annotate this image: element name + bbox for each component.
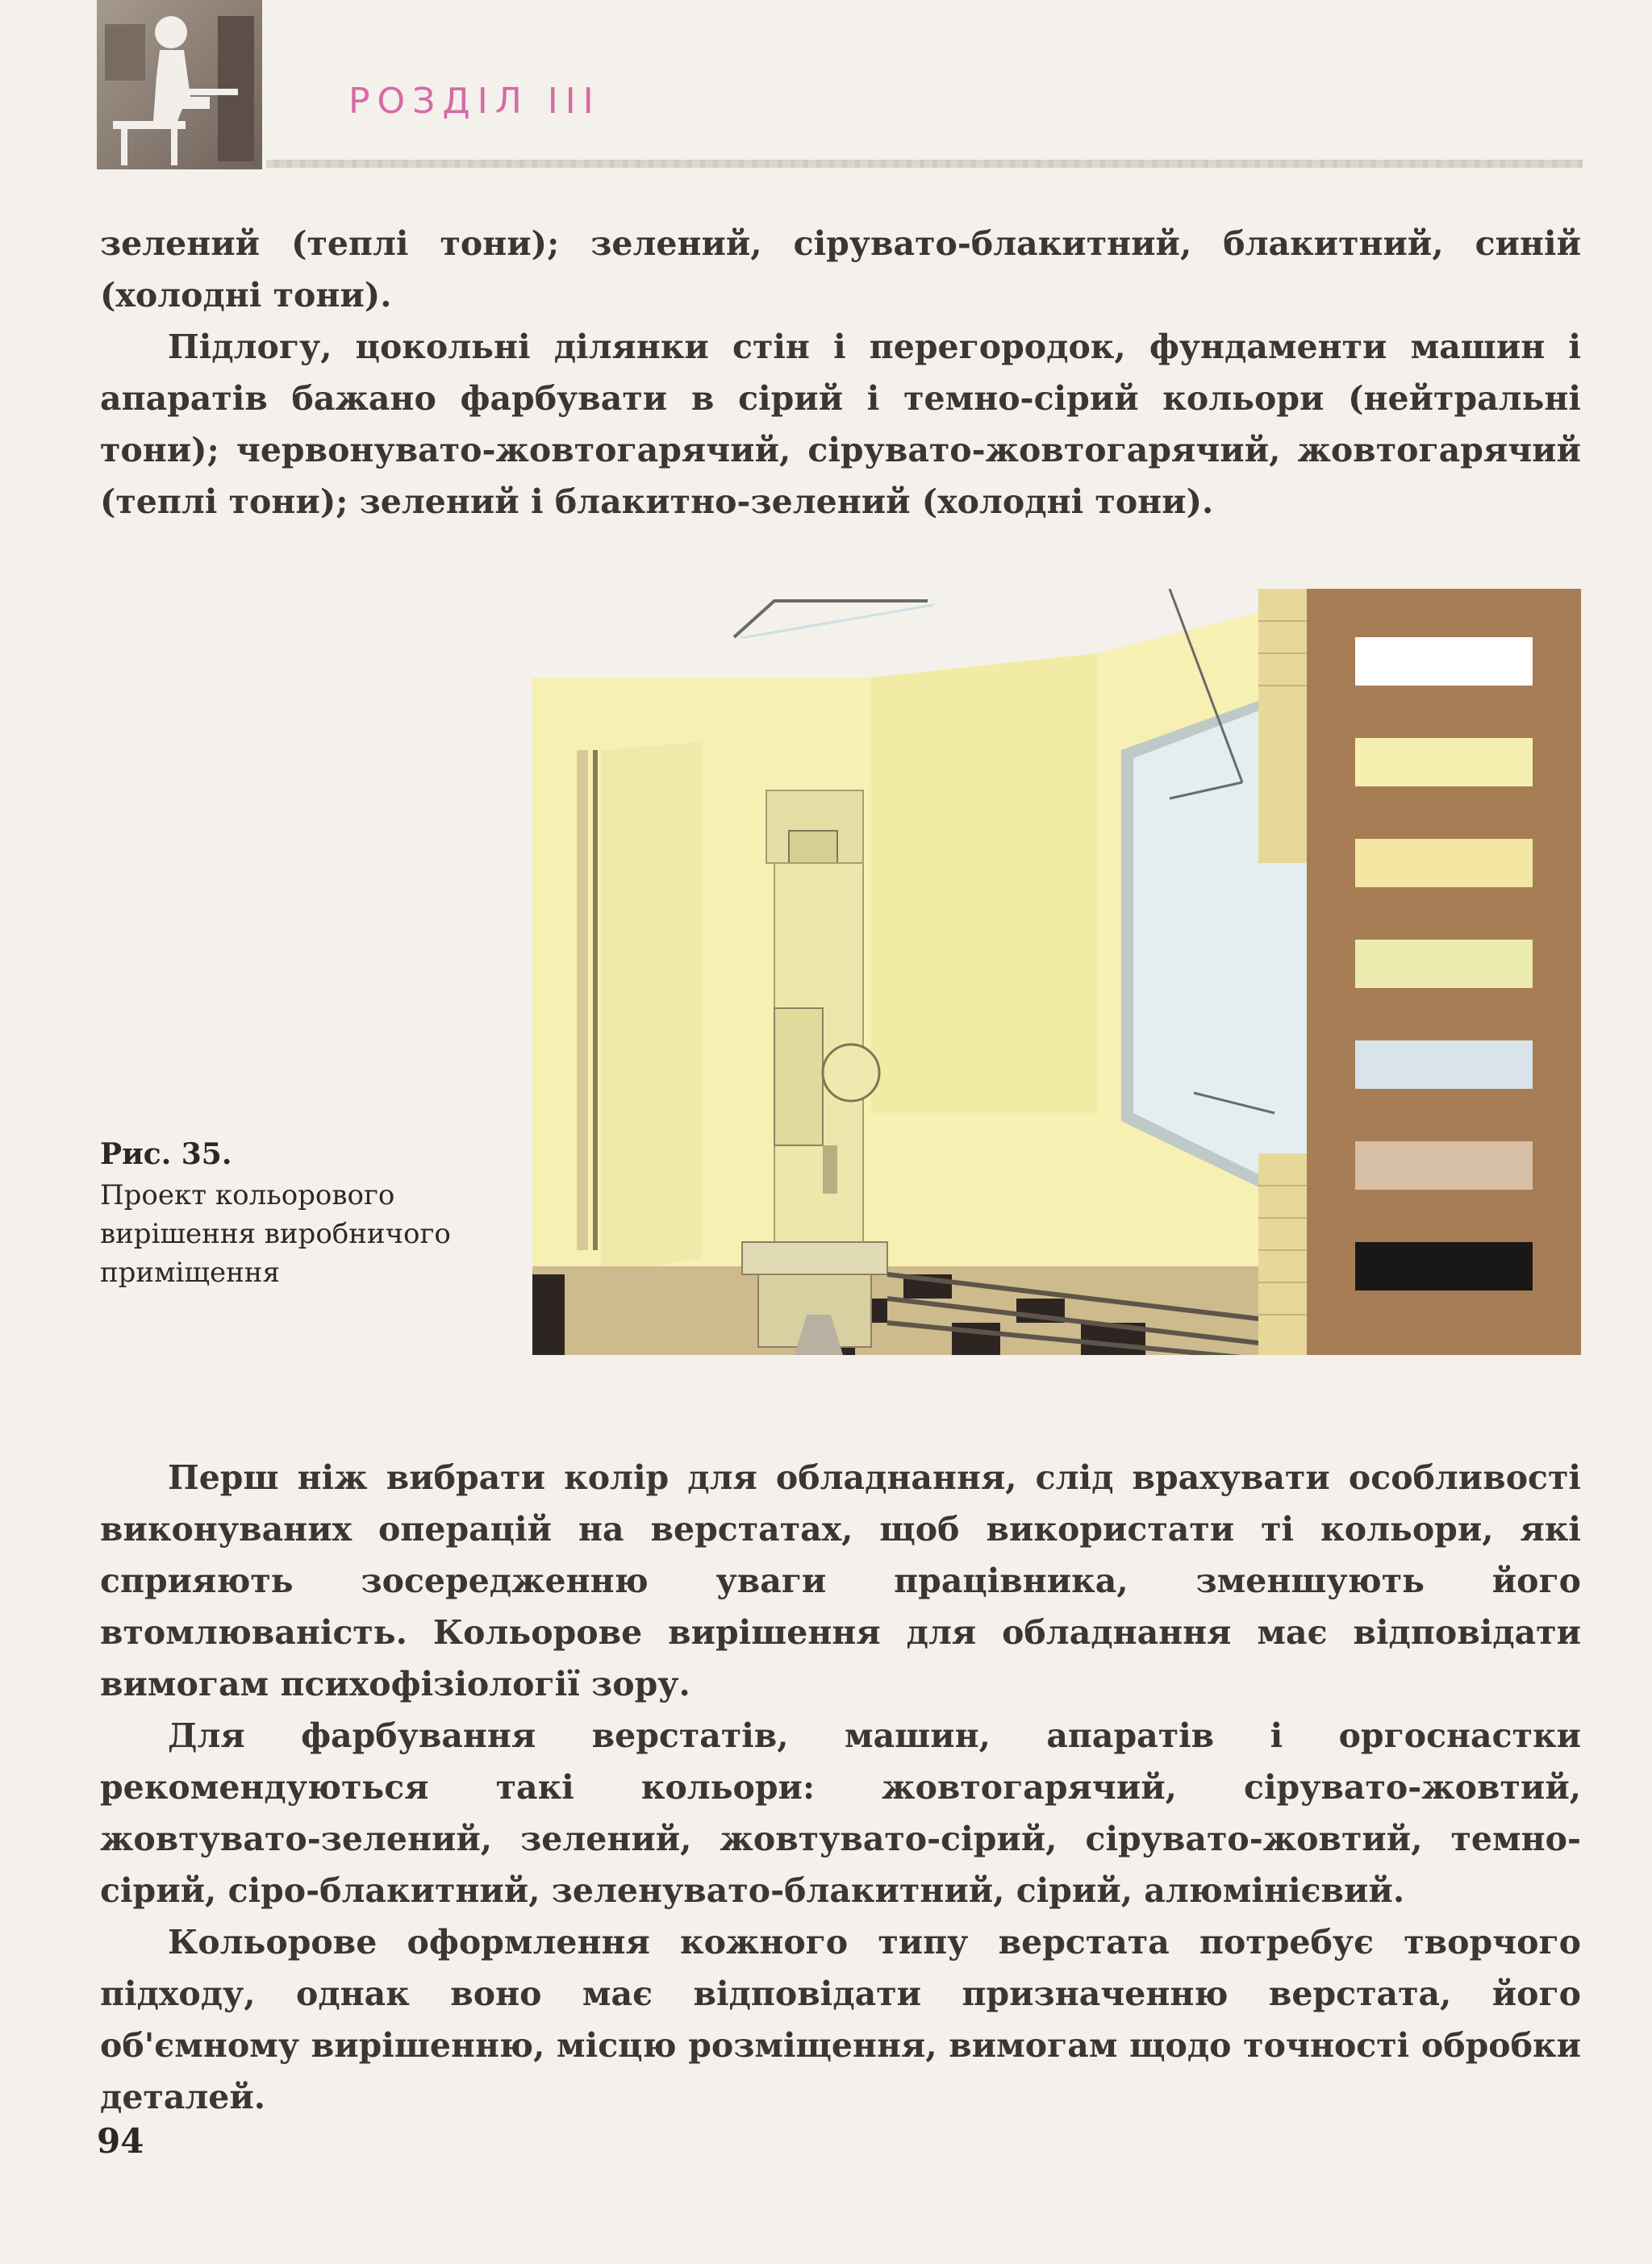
paragraph: Перш ніж вибрати колір для обладнання, слід врахувати особливості виконуваних операцій на верстатах, щоб використати ті кольори, які сприяють зосередженню уваги працівника, зменшують його втомлюваність. Кольорове вирішення для обладнання має відповідати вимогам психофізіології зору.: [100, 1458, 1581, 1703]
paragraph: Кольорове оформлення кожного типу верстата потребує творчого підходу, однак воно має відповідати призначенню верстата, його об'ємному вирішенню, місцю розміщення, вимогам щодо точності обробки деталей.: [100, 1923, 1581, 2116]
color-swatch: [1355, 637, 1533, 686]
person-at-workbench-icon: [97, 0, 262, 169]
color-swatch: [1355, 940, 1533, 988]
color-swatch: [1355, 1242, 1533, 1290]
color-swatch: [1355, 839, 1533, 887]
page-number: 94: [97, 2121, 144, 2161]
figure-number: Рис. 35.: [100, 1137, 232, 1171]
color-swatch: [1355, 1141, 1533, 1190]
header-divider: [266, 160, 1583, 168]
figure-caption-text: Проект кольорового вирішення виробничого приміщення: [100, 1179, 451, 1289]
text-block-bottom: [100, 1452, 1581, 2123]
text-block-top: [100, 218, 1581, 527]
color-swatch: [1355, 1040, 1533, 1089]
page-header: [0, 0, 1652, 186]
paragraph: Підлогу, цокольні ділянки стін і перегородок, фундаменти машин і апаратів бажано фарбувати в сірий і темно-сірий кольори (нейтральні тони); червонувато-жовтогарячий, сірувато-жовтогарячий, жовтогарячий (теплі тони); зелений і блакитно-зелений (холодні тони).: [100, 327, 1581, 521]
paragraph: зелений (теплі тони); зелений, сірувато-блакитний, блакитний, синій (холодні тони).: [100, 224, 1581, 315]
figure-illustration: [532, 589, 1581, 1355]
paragraph: Для фарбування верстатів, машин, апаратів і оргоснастки рекомендуються такі кольори: жовтогарячий, сірувато-жовтий, жовтувато-зелений, зелений, жовтувато-сірий, сірувато-жовтий, темно-сірий, сіро-блакитний, зеленувато-блакитний, сірий, алюмінієвий.: [100, 1716, 1581, 1910]
chapter-label: РОЗДІЛ III: [348, 81, 601, 122]
color-swatch: [1355, 738, 1533, 786]
color-design-industrial-room-illustration: [532, 589, 1581, 1355]
figure-caption: [100, 1137, 503, 1292]
